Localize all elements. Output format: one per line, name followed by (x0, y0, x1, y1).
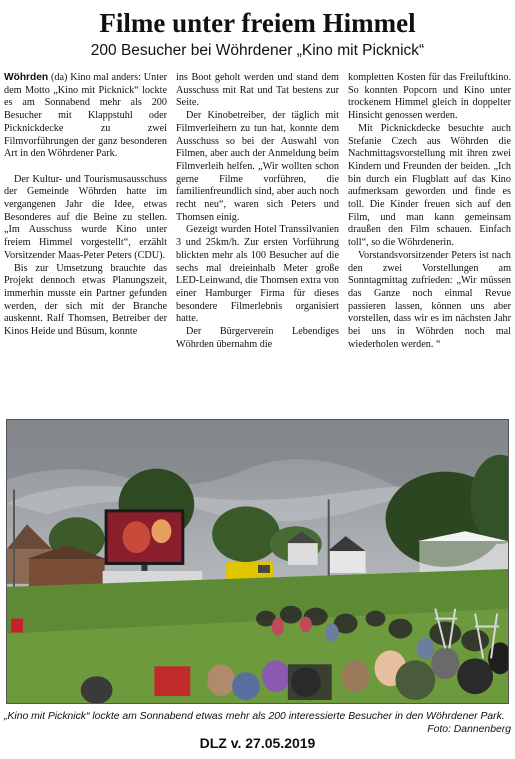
paragraph: Mit Picknickdecke besuchte auch Stefanie Czech aus Wöhrden die Nachmittagsvorstellung mit ihren zwei Kindern und Freunden der beiden. „Ich bin durch ein Flugblatt auf das Kino aufmerksam geworden und finde es toll. Die Kinder freuen sich auf den Film, und man kann gemeinsam draußen den Film schauen. Einfach toll“, so die Wöhrdenerin. (348, 122, 511, 249)
subheadline: 200 Besucher bei Wöhrdener „Kino mit Picknick“ (90, 42, 425, 59)
paragraph: Bis zur Umsetzung brauchte das Projekt dennoch etwas Planungszeit, immerhin musste ein Partner gefunden werden, der sich mit der Branche auskennt. Ralf Thomsen, Betreiber der Kinos Heide und Büsum, konnte (4, 262, 167, 338)
paragraph: Der Bürgerverein Lebendiges Wöhrden übernahm die (176, 326, 339, 350)
column-2 (176, 72, 339, 408)
paragraph-text: (da) Kino mal anders: Unter dem Motto „Kino mit Picknick“ lockte es am Sonnabend mehr als 200 Besucher mit Klappstuhl oder Picknickdecke zu zwei Filmvorführungen der ganz besonderen Art in den Wöhrdener Park. (4, 72, 167, 160)
park-cinema-photo (7, 420, 508, 703)
column-1 (4, 72, 167, 408)
paragraph: kompletten Kosten für das Freiluftkino. So konnten Popcorn und Kino unter trockenem Himmel gleich in doppelter Hinsicht genossen werden. (348, 72, 511, 122)
paragraph: ins Boot geholt werden und stand dem Ausschuss mit Rat und Tat bestens zur Seite. (176, 72, 339, 109)
paragraph: Der Kultur- und Tourismusausschuss der Gemeinde Wöhrden hatte im vergangenen Jahr die Idee, etwas Besonderes auf die Beine zu stellen. „Im Ausschuss wurde Kino unter freiem Himmel vorgestellt“, erzählt Vorsitzender Maas-Peter Peters (CDU). (4, 173, 167, 261)
photo-credit: Foto: Dannenberg (427, 724, 511, 735)
column-3 (348, 72, 511, 408)
article-photo (6, 419, 509, 704)
caption-text: „Kino mit Picknick“ lockte am Sonnabend etwas mehr als 200 interessierte Besucher in den Wöhrdener Park. (4, 711, 505, 722)
paragraph: Gezeigt wurden Hotel Transsilvanien 3 und 25km/h. Zur ersten Vorführung blickten mehr als 100 Besucher auf die sechs mal dreieinhalb Meter große LED-Leinwand, die Thomsen extra von einer Hamburger Firma für dieses besondere Filmerlebnis organisiert hatte. (176, 224, 339, 325)
paragraph: Vorstandsvorsitzender Peters ist nach den zwei Vorstellungen am Sonntagmittag zufrieden: „Wir müssen das Ganze noch einmal Revue passieren lassen, können uns aber vorstellen, dass wir es im nächsten Jahr bei uns in Wöhrden noch mal wiederholen werden. “ (348, 249, 511, 350)
paragraph (4, 72, 167, 161)
headline: Filme unter freiem Himmel (99, 8, 416, 38)
photo-caption (4, 710, 511, 736)
dateline: Wöhrden (4, 72, 49, 83)
article-body (4, 72, 511, 408)
source-line: DLZ v. 27.05.2019 (199, 735, 316, 751)
paragraph: Der Kinobetreiber, der täglich mit Filmverleihern zu tun hat, konnte dem Ausschuss so bei der Auswahl von Filmen, aber auch der Anmeldung beim Filmverleih helfen. „Wir wollten schon gerne Filme vorführen, die familienfreundlich sind, aber auch noch recht neu“, waren sich Peters und Thomsen einig. (176, 110, 339, 223)
